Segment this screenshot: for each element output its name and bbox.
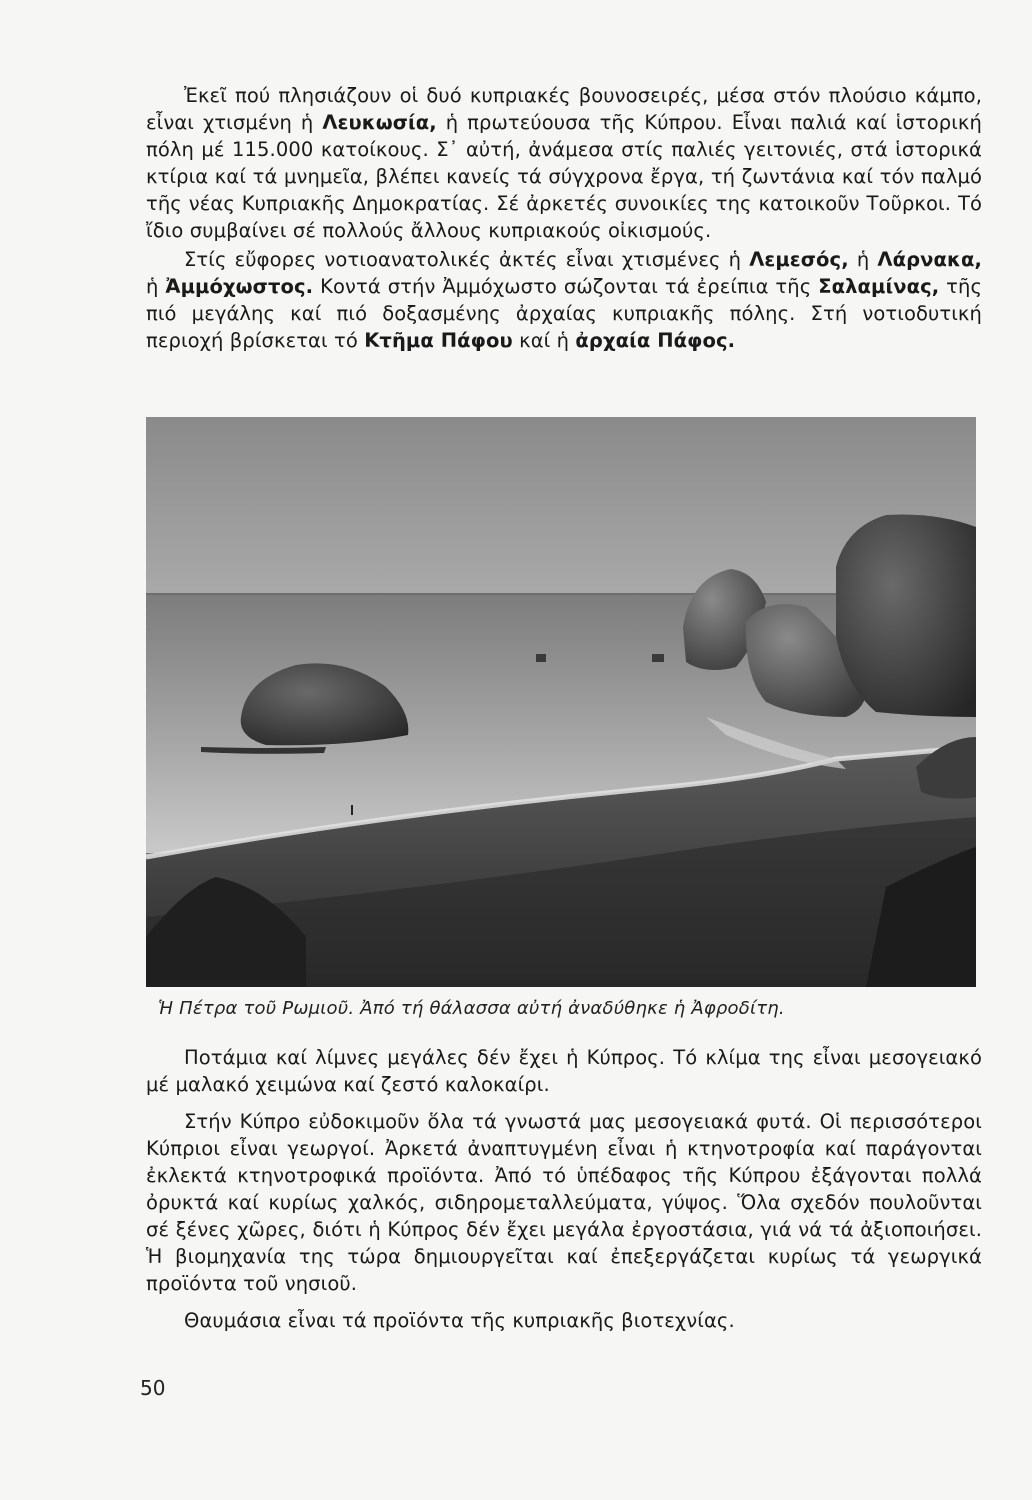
photo-caption: Ἡ Πέτρα τοῦ Ρωμιοῦ. Ἀπό τή θάλασσα αὐτή ἀναδύθηκε ἡ Ἀφροδίτη. bbox=[158, 998, 785, 1019]
paragraph-crafts: Θαυμάσια εἶναι τά προϊόντα τῆς κυπριακῆς βιοτεχνίας. bbox=[184, 1309, 735, 1332]
place-name-bold: Κτῆμα Πάφου bbox=[364, 329, 513, 352]
paragraph-nicosia: Ἐκεῖ πού πλησιάζουν οἱ δυό κυπριακές βουνοσειρές, μέσα στόν πλούσιο κάμπο, εἶναι χτισμένη ἡ Λευκωσία, ἡ πρωτεύουσα τῆς Κύπρου. Εἶναι παλιά καί ἱστορική πόλη μέ 115.000 κατοίκους. Σ᾽ αὐτή, ἀνάμεσα στίς παλιές γειτονιές, στά ἱστορικά κτίρια καί τά μνημεῖα, βλέπει κανείς τά σύγχρονα ἔργα, τή ζωντάνια καί τόν παλμό τῆς νέας Κυπριακῆς Δημοκρατίας. Σέ ἀρκετές συνοικίες της κατοικοῦν Τοῦρκοι. Τό ἴδιο συμβαίνει σέ πολλούς ἄλλους κυπριακούς οἰκισμούς. bbox=[146, 84, 982, 242]
paragraph-coastal-cities: Στίς εὔφορες νοτιοανατολικές ἀκτές εἶναι χτισμένες ἡ Λεμεσός, ἡ Λάρνακα, ἡ Ἀμμόχωστος. Κοντά στήν Ἀμμόχωστο σώζονται τά ἐρείπια τῆς Σαλαμίνας, τῆς πιό μεγάλης καί πιό δοξασμένης ἀρχαίας κυπριακῆς πόλης. Στή νοτιοδυτική περιοχή βρίσκεται τό Κτῆμα Πάφου καί ἡ ἀρχαία Πάφος. bbox=[146, 248, 982, 352]
paragraph-climate: Ποτάμια καί λίμνες μεγάλες δέν ἔχει ἡ Κύπρος. Τό κλίμα της εἶναι μεσογειακό μέ μαλακό χειμώνα καί ζεστό καλοκαίρι. bbox=[146, 1046, 982, 1096]
top-text-block bbox=[146, 82, 982, 354]
paragraph-economy: Στήν Κύπρο εὐδοκιμοῦν ὅλα τά γνωστά μας μεσογειακά φυτά. Οἱ περισσότεροι Κύπριοι εἶναι γεωργοί. Ἀρκετά ἀναπτυγμένη εἶναι ἡ κτηνοτροφία καί παράγονται ἐκλεκτά κτηνοτροφικά προϊόντα. Ἀπό τό ὑπέδαφος τῆς Κύπρου ἐξάγονται πολλά ὀρυκτά καί κυρίως χαλκός, σιδηρομεταλλεύματα, γύψος. Ὅλα σχεδόν πουλοῦνται σέ ξένες χῶρες, διότι ἡ Κύπρος δέν ἔχει μεγάλα ἐργοστάσια, γιά νά τά ἀξιοποιήσει. Ἡ βιομηχανία της τώρα δημιουργεῖται καί ἐπεξεργάζεται κυρίως τά γεωργικά προϊόντα τοῦ νησιοῦ. bbox=[146, 1110, 982, 1295]
bottom-text-block bbox=[146, 1044, 982, 1334]
place-name-bold: Λεμεσός, bbox=[749, 248, 849, 271]
place-name-bold: Λευκωσία, bbox=[322, 111, 437, 134]
coast-photograph bbox=[146, 417, 976, 987]
cliff-right bbox=[836, 515, 976, 718]
page-number: 50 bbox=[140, 1376, 166, 1400]
place-name-bold: Σαλαμίνας, bbox=[818, 275, 940, 298]
place-name-bold: Ἀμμόχωστος. bbox=[165, 275, 314, 298]
place-name-bold: Λάρνακα, bbox=[877, 248, 982, 271]
place-name-bold: ἀρχαία Πάφος. bbox=[575, 329, 736, 352]
